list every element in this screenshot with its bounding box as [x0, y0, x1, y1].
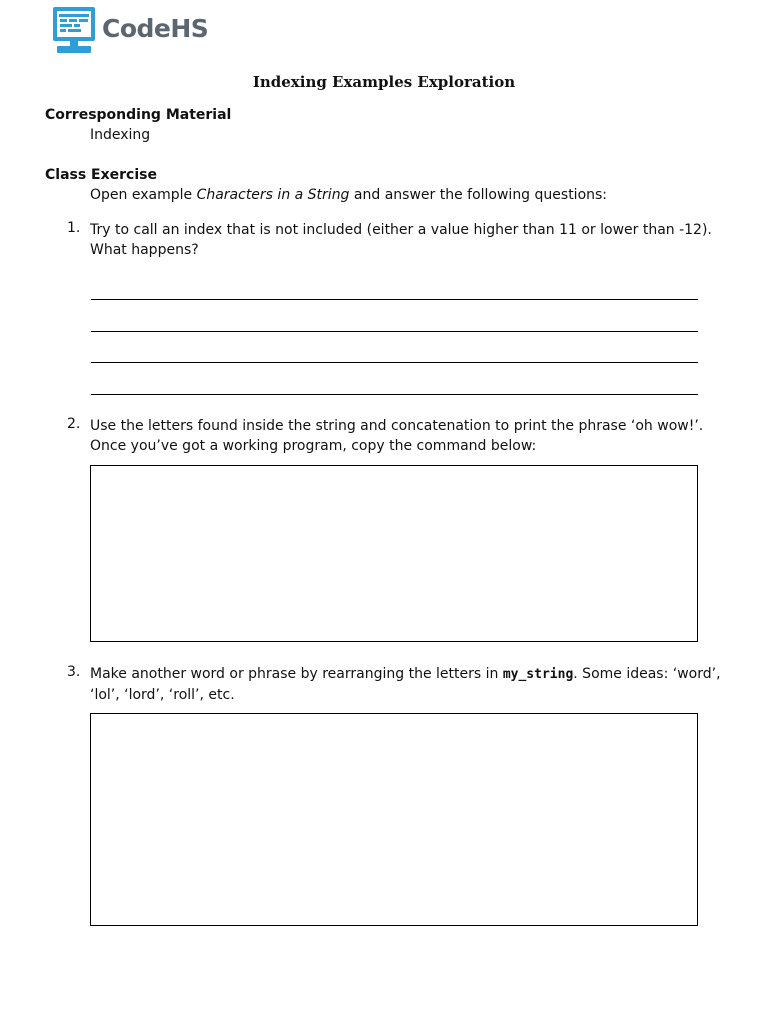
computer-monitor-icon [51, 5, 97, 55]
answer-line-3[interactable] [91, 362, 698, 363]
question-2-line-1: Use the letters found inside the string and concatenation to print the phrase ‘oh wow!’. [90, 418, 704, 434]
codehs-logo [51, 5, 208, 55]
question-1-text: Try to call an index that is not included (either a value higher than 11 or lower than -12). What happens? [90, 222, 712, 258]
class-exercise-intro: Open example Characters in a String and answer the following questions: [90, 187, 608, 203]
question-3-text: Make another word or phrase by rearranging the letters in my_string. Some ideas: ‘word’, ‘lol’, ‘lord’, ‘roll’, etc. [90, 666, 721, 703]
example-name: Characters in a String [196, 187, 350, 203]
answer-line-4[interactable] [91, 394, 698, 395]
question-3-number: 3. [67, 664, 81, 680]
brand-name: CodeHS [102, 13, 209, 43]
corresponding-material-heading: Corresponding Material [45, 107, 232, 123]
page-title: Indexing Examples Exploration [252, 73, 516, 91]
question-2-number: 2. [67, 416, 81, 432]
question-2-line-2: Once you’ve got a working program, copy the command below: [90, 438, 537, 454]
corresponding-material-text: Indexing [90, 127, 151, 143]
answer-line-1[interactable] [91, 299, 698, 300]
class-exercise-heading: Class Exercise [45, 167, 157, 183]
answer-box-3[interactable] [90, 713, 698, 926]
answer-line-2[interactable] [91, 331, 698, 332]
code-my-string: my_string [502, 667, 574, 682]
answer-box-2[interactable] [90, 465, 698, 642]
question-1-number: 1. [67, 220, 81, 236]
